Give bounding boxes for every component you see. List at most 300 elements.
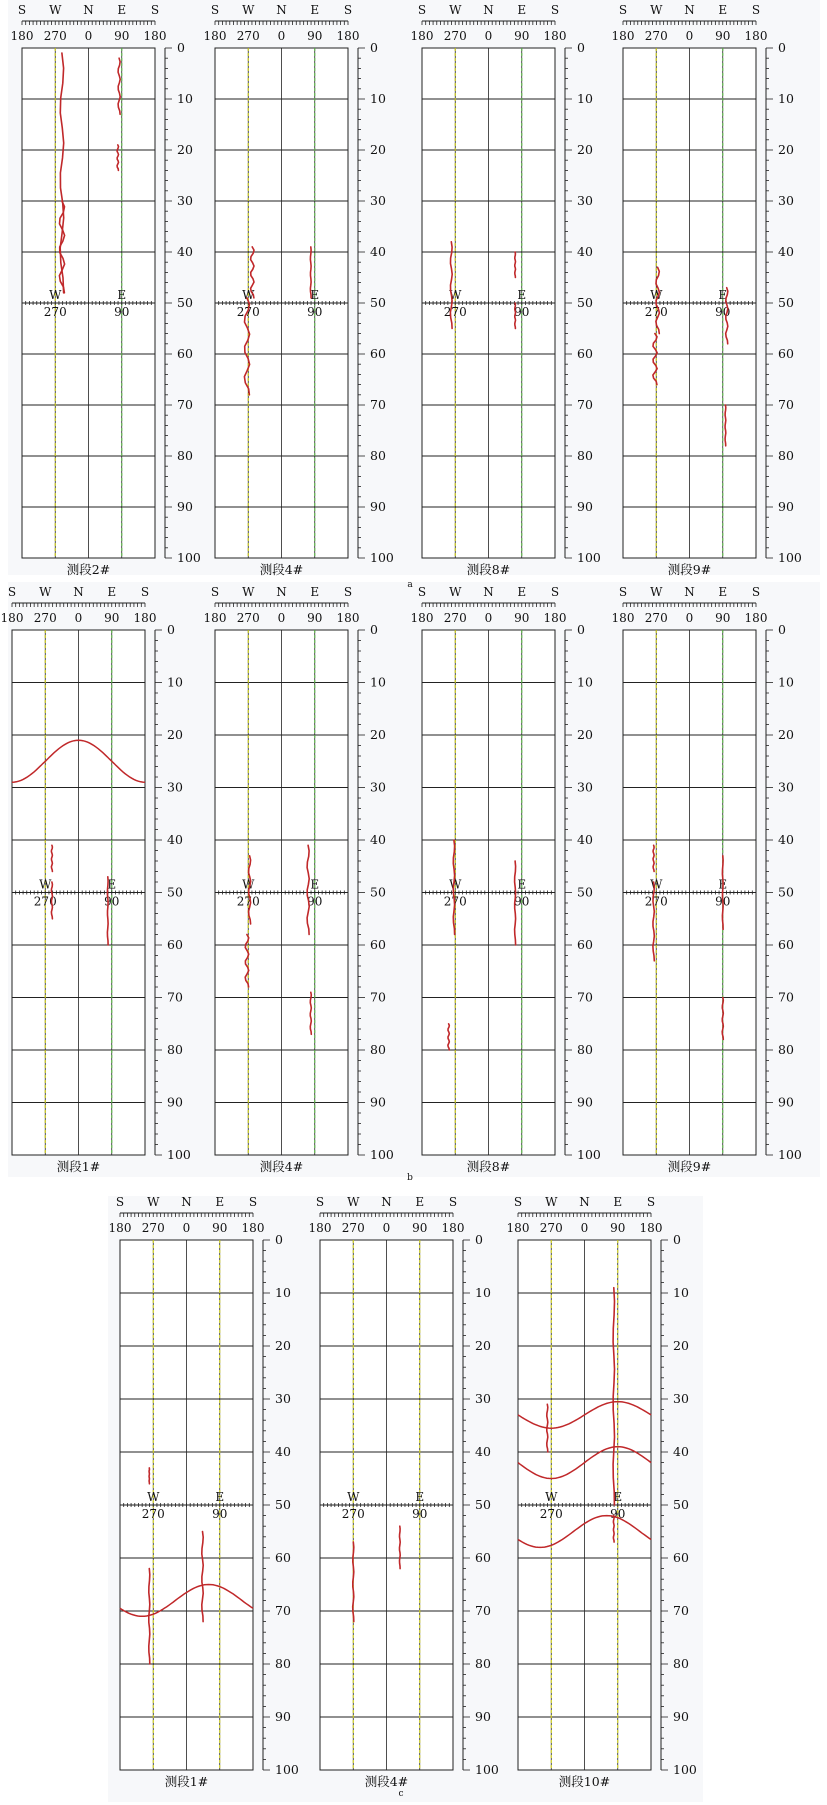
azimuth-label: 180 (441, 1221, 465, 1235)
depth-label: 50 (275, 1497, 291, 1512)
azimuth-label: 90 (715, 29, 731, 43)
depth-label: 100 (778, 550, 802, 565)
compass-label: S (646, 1195, 656, 1209)
depth-label: 70 (577, 397, 593, 412)
depth-label: 100 (370, 550, 394, 565)
azimuth-label: 180 (108, 1221, 132, 1235)
panel-caption: 测段1# (56, 1159, 101, 1174)
mid-west-label: W (39, 877, 52, 892)
depth-label: 0 (577, 622, 585, 637)
depth-label: 90 (577, 499, 593, 514)
depth-label: 40 (167, 832, 183, 847)
depth-label: 10 (778, 674, 794, 690)
mid-west-degree: 270 (644, 894, 668, 909)
subfigure-label-a: a (407, 580, 413, 590)
fracture-trace (653, 845, 654, 871)
depth-label: 70 (673, 1603, 689, 1618)
depth-label: 50 (577, 884, 593, 900)
mid-west-degree: 270 (539, 1507, 563, 1521)
depth-label: 40 (177, 244, 193, 259)
azimuth-label: 180 (336, 611, 360, 625)
compass-label: E (415, 1195, 425, 1209)
compass-label: N (181, 1195, 192, 1209)
compass-label: N (381, 1195, 392, 1209)
depth-label: 50 (778, 884, 794, 900)
azimuth-label: 90 (412, 1221, 428, 1235)
depth-label: 60 (475, 1550, 491, 1565)
azimuth-label: 90 (715, 611, 731, 625)
depth-label: 10 (370, 674, 386, 690)
depth-label: 10 (370, 91, 386, 106)
mid-east-label: E (310, 288, 320, 302)
mid-east-label: E (215, 1490, 225, 1504)
azimuth-label: 0 (484, 611, 493, 625)
depth-label: 70 (167, 989, 183, 1005)
depth-label: 30 (370, 779, 386, 795)
azimuth-label: 180 (410, 29, 434, 43)
depth-label: 70 (475, 1603, 491, 1618)
depth-label: 10 (577, 91, 593, 106)
azimuth-label: 0 (484, 29, 493, 43)
depth-label: 80 (177, 448, 193, 463)
depth-label: 100 (370, 1147, 394, 1162)
fracture-trace (515, 252, 516, 278)
depth-label: 50 (577, 295, 593, 310)
mid-west-label: W (545, 1490, 558, 1504)
compass-label: N (483, 585, 494, 599)
depth-label: 100 (673, 1762, 697, 1777)
depth-label: 80 (577, 448, 593, 463)
depth-label: 60 (275, 1550, 291, 1565)
depth-label: 60 (778, 346, 794, 361)
fracture-trace (613, 1516, 614, 1543)
depth-label: 90 (167, 1094, 183, 1110)
depth-label: 80 (778, 448, 794, 463)
depth-label: 0 (577, 40, 585, 55)
depth-label: 30 (167, 779, 183, 795)
mid-west-label: W (147, 1490, 160, 1504)
compass-label: W (49, 3, 62, 17)
azimuth-label: 270 (644, 611, 668, 625)
compass-label: S (315, 1195, 325, 1209)
azimuth-label: 0 (277, 611, 286, 625)
azimuth-label: 270 (539, 1221, 563, 1235)
fracture-trace (51, 882, 52, 919)
depth-label: 10 (778, 91, 794, 106)
azimuth-label: 180 (744, 29, 768, 43)
azimuth-label: 270 (443, 611, 467, 625)
depth-label: 80 (577, 1042, 593, 1057)
depth-label: 90 (275, 1709, 291, 1724)
azimuth-label: 0 (382, 1221, 391, 1235)
depth-label: 0 (475, 1232, 483, 1247)
mid-east-degree: 90 (610, 1507, 626, 1521)
mid-east-degree: 90 (212, 1507, 228, 1521)
depth-label: 60 (177, 346, 193, 361)
depth-label: 20 (167, 727, 183, 742)
compass-label: E (517, 3, 527, 17)
depth-label: 100 (577, 1147, 601, 1162)
azimuth-label: 270 (236, 611, 260, 625)
mid-west-label: W (347, 1490, 360, 1504)
mid-west-degree: 270 (341, 1507, 365, 1521)
compass-label: N (684, 585, 695, 599)
depth-label: 10 (177, 91, 193, 106)
mid-east-label: E (517, 288, 527, 302)
panel-caption: 测段1# (164, 1774, 209, 1789)
depth-label: 70 (778, 397, 794, 412)
depth-label: 0 (177, 40, 185, 55)
azimuth-label: 90 (610, 1221, 626, 1235)
depth-label: 30 (577, 193, 593, 208)
panel-caption: 测段9# (667, 562, 712, 577)
depth-label: 50 (475, 1497, 491, 1512)
depth-label: 30 (370, 193, 386, 208)
compass-label: N (73, 585, 84, 599)
compass-label: W (147, 1195, 160, 1209)
depth-label: 60 (778, 937, 794, 952)
compass-label: W (242, 585, 255, 599)
compass-label: S (751, 585, 761, 599)
fracture-trace (310, 247, 311, 298)
mid-east-degree: 90 (307, 894, 323, 909)
depth-label: 0 (167, 622, 175, 637)
compass-label: S (210, 3, 220, 17)
mid-west-label: W (49, 288, 62, 302)
depth-label: 50 (177, 295, 193, 310)
depth-label: 80 (370, 1042, 386, 1057)
depth-label: 40 (475, 1444, 491, 1459)
compass-label: W (347, 1195, 360, 1209)
mid-east-label: E (613, 1490, 623, 1504)
mid-west-degree: 270 (43, 305, 67, 319)
depth-label: 80 (167, 1042, 183, 1057)
azimuth-label: 0 (74, 611, 83, 625)
compass-label: W (650, 585, 663, 599)
depth-label: 50 (167, 884, 183, 900)
compass-label: S (7, 585, 17, 599)
depth-label: 0 (275, 1232, 283, 1247)
depth-label: 50 (370, 884, 386, 900)
mid-east-label: E (117, 288, 127, 302)
depth-label: 40 (577, 832, 593, 847)
compass-label: S (343, 3, 353, 17)
mid-west-degree: 270 (443, 894, 467, 909)
azimuth-label: 90 (104, 611, 120, 625)
compass-label: N (276, 585, 287, 599)
depth-label: 20 (177, 142, 193, 157)
depth-label: 90 (577, 1094, 593, 1110)
depth-label: 20 (275, 1338, 291, 1353)
azimuth-label: 90 (114, 29, 130, 43)
fracture-trace (515, 303, 516, 329)
azimuth-label: 270 (443, 29, 467, 43)
compass-label: W (449, 585, 462, 599)
depth-label: 10 (577, 674, 593, 690)
mid-east-label: E (718, 288, 728, 302)
depth-label: 0 (778, 622, 786, 637)
mid-east-degree: 90 (114, 305, 130, 319)
subfigure-label-b: b (407, 1173, 413, 1183)
fracture-trace (51, 845, 52, 871)
compass-label: N (83, 3, 94, 17)
depth-label: 20 (370, 142, 386, 157)
azimuth-label: 180 (611, 611, 635, 625)
depth-label: 20 (577, 727, 593, 742)
compass-label: S (150, 3, 160, 17)
azimuth-label: 180 (143, 29, 167, 43)
depth-label: 70 (177, 397, 193, 412)
depth-label: 80 (275, 1656, 291, 1671)
azimuth-label: 180 (0, 611, 24, 625)
azimuth-label: 270 (141, 1221, 165, 1235)
fracture-trace (400, 1526, 401, 1568)
panel-caption: 测段9# (667, 1159, 712, 1174)
mid-east-label: E (718, 877, 728, 892)
compass-label: E (718, 3, 728, 17)
mid-west-degree: 270 (443, 305, 467, 319)
depth-label: 100 (177, 550, 201, 565)
depth-label: 60 (577, 937, 593, 952)
mid-west-degree: 270 (33, 894, 57, 909)
compass-label: E (517, 585, 527, 599)
depth-label: 30 (177, 193, 193, 208)
compass-label: S (550, 585, 560, 599)
subfigure-label-c: c (398, 1789, 404, 1799)
depth-label: 40 (778, 244, 794, 259)
fracture-trace (107, 877, 108, 945)
depth-label: 40 (673, 1444, 689, 1459)
depth-label: 0 (778, 40, 786, 55)
mid-west-degree: 270 (236, 894, 260, 909)
fracture-trace (722, 856, 723, 930)
fracture-trace (515, 861, 516, 945)
azimuth-label: 180 (308, 1221, 332, 1235)
mid-west-label: W (650, 877, 663, 892)
panel-caption: 测段8# (466, 1159, 511, 1174)
azimuth-label: 180 (133, 611, 157, 625)
mid-east-degree: 90 (514, 305, 530, 319)
azimuth-label: 180 (506, 1221, 530, 1235)
depth-label: 60 (370, 346, 386, 361)
depth-label: 0 (370, 622, 378, 637)
azimuth-label: 180 (543, 29, 567, 43)
depth-label: 100 (475, 1762, 499, 1777)
compass-label: N (276, 3, 287, 17)
compass-label: E (718, 585, 728, 599)
compass-label: W (545, 1195, 558, 1209)
depth-label: 70 (370, 989, 386, 1005)
azimuth-label: 180 (203, 611, 227, 625)
depth-label: 20 (778, 142, 794, 157)
azimuth-label: 270 (644, 29, 668, 43)
mid-east-degree: 90 (715, 894, 731, 909)
azimuth-label: 180 (639, 1221, 663, 1235)
mid-east-degree: 90 (412, 1507, 428, 1521)
depth-label: 40 (778, 832, 794, 847)
depth-label: 80 (475, 1656, 491, 1671)
depth-label: 10 (475, 1285, 491, 1300)
compass-label: E (310, 3, 320, 17)
depth-label: 10 (673, 1285, 689, 1300)
azimuth-label: 180 (336, 29, 360, 43)
depth-label: 20 (475, 1338, 491, 1353)
depth-label: 80 (370, 448, 386, 463)
azimuth-label: 180 (241, 1221, 265, 1235)
mid-east-degree: 90 (307, 305, 323, 319)
mid-west-label: W (449, 877, 462, 892)
panel-caption: 测段10# (558, 1774, 611, 1789)
depth-label: 80 (673, 1656, 689, 1671)
compass-label: E (215, 1195, 225, 1209)
compass-label: W (242, 3, 255, 17)
depth-label: 30 (275, 1391, 291, 1406)
azimuth-label: 90 (212, 1221, 228, 1235)
compass-label: S (140, 585, 150, 599)
azimuth-label: 180 (10, 29, 34, 43)
depth-label: 20 (370, 727, 386, 742)
depth-label: 80 (778, 1042, 794, 1057)
compass-label: E (613, 1195, 623, 1209)
compass-label: S (417, 585, 427, 599)
compass-label: S (115, 1195, 125, 1209)
depth-label: 70 (370, 397, 386, 412)
mid-east-degree: 90 (104, 894, 120, 909)
depth-label: 90 (778, 499, 794, 514)
azimuth-label: 180 (744, 611, 768, 625)
panel-caption: 测段4# (259, 1159, 304, 1174)
depth-label: 10 (275, 1285, 291, 1300)
compass-label: W (449, 3, 462, 17)
depth-label: 10 (167, 674, 183, 690)
compass-label: S (513, 1195, 523, 1209)
depth-label: 50 (673, 1497, 689, 1512)
compass-label: S (17, 3, 27, 17)
compass-label: S (751, 3, 761, 17)
mid-east-degree: 90 (715, 305, 731, 319)
depth-label: 70 (577, 989, 593, 1005)
depth-label: 60 (167, 937, 183, 952)
depth-label: 20 (673, 1338, 689, 1353)
depth-label: 30 (778, 193, 794, 208)
depth-label: 100 (275, 1762, 299, 1777)
depth-label: 60 (370, 937, 386, 952)
compass-label: E (310, 585, 320, 599)
mid-west-degree: 270 (644, 305, 668, 319)
compass-label: W (650, 3, 663, 17)
depth-label: 40 (370, 832, 386, 847)
depth-label: 20 (577, 142, 593, 157)
depth-label: 90 (673, 1709, 689, 1724)
azimuth-label: 270 (236, 29, 260, 43)
mid-east-label: E (517, 877, 527, 892)
panel-caption: 测段4# (364, 1774, 409, 1789)
depth-label: 70 (275, 1603, 291, 1618)
panel-caption: 测段8# (466, 562, 511, 577)
compass-label: W (39, 585, 52, 599)
mid-east-degree: 90 (514, 894, 530, 909)
azimuth-label: 180 (611, 29, 635, 43)
azimuth-label: 0 (685, 611, 694, 625)
azimuth-label: 180 (543, 611, 567, 625)
depth-label: 20 (778, 727, 794, 742)
azimuth-label: 0 (84, 29, 93, 43)
depth-label: 40 (577, 244, 593, 259)
depth-label: 30 (577, 779, 593, 795)
compass-label: S (550, 3, 560, 17)
azimuth-label: 270 (33, 611, 57, 625)
depth-label: 50 (370, 295, 386, 310)
azimuth-label: 90 (514, 611, 530, 625)
fracture-trace (725, 405, 726, 446)
depth-label: 30 (475, 1391, 491, 1406)
compass-label: N (483, 3, 494, 17)
depth-label: 30 (778, 779, 794, 795)
compass-label: S (343, 585, 353, 599)
mid-east-label: E (107, 877, 117, 892)
compass-label: S (248, 1195, 258, 1209)
azimuth-label: 180 (203, 29, 227, 43)
mid-west-label: W (449, 288, 462, 302)
panel-caption: 测段2# (66, 562, 111, 577)
depth-label: 60 (673, 1550, 689, 1565)
azimuth-label: 0 (685, 29, 694, 43)
depth-label: 60 (577, 346, 593, 361)
azimuth-label: 270 (43, 29, 67, 43)
mid-west-degree: 270 (236, 305, 260, 319)
azimuth-label: 270 (341, 1221, 365, 1235)
depth-label: 90 (370, 1094, 386, 1110)
compass-label: S (618, 3, 628, 17)
depth-label: 70 (778, 989, 794, 1005)
depth-label: 40 (275, 1444, 291, 1459)
depth-label: 40 (370, 244, 386, 259)
azimuth-label: 90 (307, 29, 323, 43)
mid-west-degree: 270 (141, 1507, 165, 1521)
compass-label: E (117, 3, 127, 17)
azimuth-label: 90 (307, 611, 323, 625)
compass-label: S (448, 1195, 458, 1209)
mid-east-label: E (415, 1490, 425, 1504)
mid-west-label: W (242, 877, 255, 892)
compass-label: S (210, 585, 220, 599)
mid-west-label: W (242, 288, 255, 302)
depth-label: 30 (673, 1391, 689, 1406)
depth-label: 100 (778, 1147, 802, 1162)
compass-label: S (618, 585, 628, 599)
depth-label: 100 (167, 1147, 191, 1162)
depth-label: 100 (577, 550, 601, 565)
compass-label: N (684, 3, 695, 17)
azimuth-label: 0 (277, 29, 286, 43)
mid-west-label: W (650, 288, 663, 302)
depth-label: 90 (475, 1709, 491, 1724)
compass-label: N (579, 1195, 590, 1209)
azimuth-label: 180 (410, 611, 434, 625)
depth-label: 0 (673, 1232, 681, 1247)
depth-label: 0 (370, 40, 378, 55)
compass-label: E (107, 585, 117, 599)
depth-label: 90 (778, 1094, 794, 1110)
azimuth-label: 0 (580, 1221, 589, 1235)
azimuth-label: 90 (514, 29, 530, 43)
compass-label: S (417, 3, 427, 17)
depth-label: 90 (177, 499, 193, 514)
mid-east-label: E (310, 877, 320, 892)
depth-label: 90 (370, 499, 386, 514)
panel-caption: 测段4# (259, 562, 304, 577)
azimuth-label: 0 (182, 1221, 191, 1235)
